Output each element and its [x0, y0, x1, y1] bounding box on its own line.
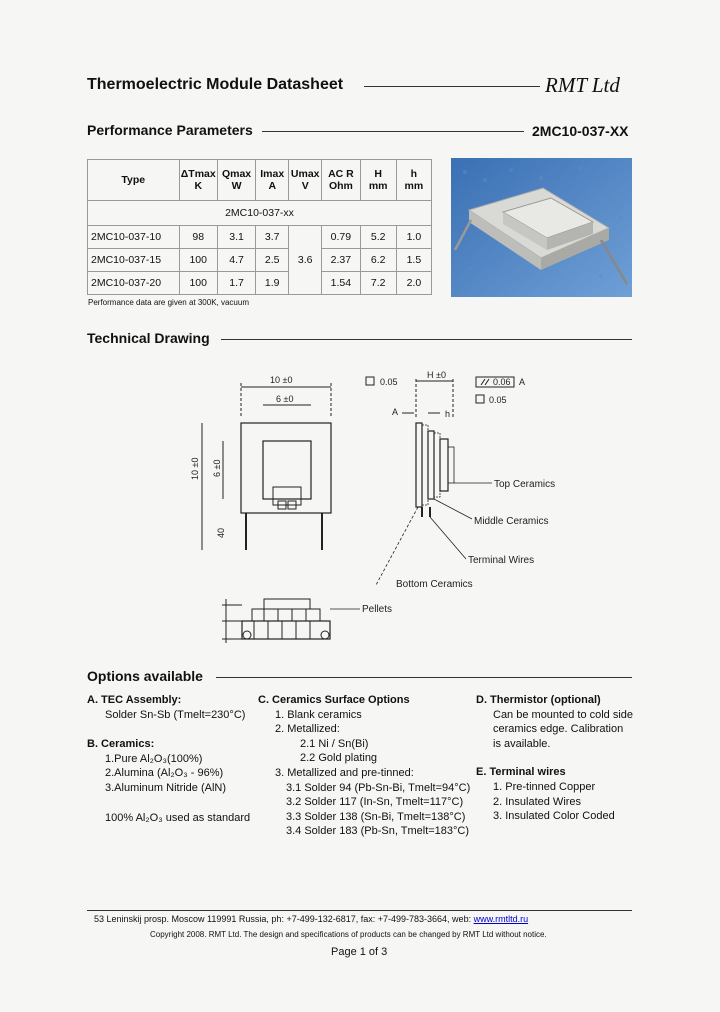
flatness-text-1: 0.05 [380, 377, 398, 387]
dim-h-text: h [445, 409, 451, 419]
option-c-item: 2. Metallized: [275, 723, 340, 736]
option-b-item: 3.Aluminum Nitride (AlN) [105, 781, 227, 794]
bottom-view-top [264, 599, 310, 609]
cell-h: 1.0 [396, 226, 431, 249]
options-col-c [258, 693, 473, 839]
option-b-title: B. Ceramics: [87, 738, 155, 751]
footer-address: 53 Leninskij prosp. Moscow 119991 Russia, ph: +7-499-132-6817, fax: +7-499-783-3664, web: [94, 914, 474, 924]
label-bottom-ceramics: Bottom Ceramics [396, 579, 473, 590]
option-c-item: 2.2 Gold plating [300, 752, 378, 765]
header-rule [364, 86, 540, 87]
options-rule [216, 677, 632, 678]
product-photo [451, 158, 632, 297]
front-view-tab [273, 487, 301, 505]
col-h: h mm [396, 160, 431, 201]
label-terminal-wires: Terminal Wires [468, 555, 535, 566]
cell-type: 2MC10-037-15 [88, 249, 180, 272]
flatness-box-2 [476, 395, 484, 403]
cell-acr: 0.79 [322, 226, 360, 249]
document-title: Thermoelectric Module Datasheet [87, 76, 344, 93]
cell-H: 7.2 [360, 272, 396, 295]
col-type: Type [88, 160, 180, 201]
table-group-row [88, 201, 432, 226]
option-d-item: is available. [493, 737, 551, 750]
option-c-item: 3.1 Solder 94 (Pb-Sn-Bi, Tmelt=94°C) [286, 781, 471, 794]
table-header-row [88, 160, 432, 201]
cell-type: 2MC10-037-10 [88, 226, 180, 249]
option-c-item: 2.1 Ni / Sn(Bi) [300, 737, 369, 750]
option-d-title: D. Thermistor (optional) [476, 694, 601, 706]
footer-rule [87, 910, 632, 911]
option-e-title: E. Terminal wires [476, 766, 566, 779]
cell-q: 4.7 [217, 249, 255, 272]
option-e-item: 1. Pre-tinned Copper [493, 780, 596, 793]
option-b-item: 1.Pure Al₂O₃(100%) [105, 752, 203, 765]
option-d-item: ceramics edge. Calibration [493, 723, 624, 736]
group-label: 2MC10-037-xx [88, 201, 432, 226]
cell-i: 3.7 [256, 226, 289, 249]
cell-i: 1.9 [256, 272, 289, 295]
option-c-title: C. Ceramics Surface Options [258, 694, 410, 706]
option-b-item: 2.Alumina (Al₂O₃ - 96%) [105, 767, 224, 780]
datum-label: A [392, 407, 399, 417]
bottom-view-mid [252, 609, 320, 621]
model-number: 2MC10-037-XX [532, 123, 629, 139]
dim-inner-text: 6 ±0 [276, 394, 294, 404]
bottom-view-base [242, 621, 330, 639]
flatness-box-1 [366, 377, 374, 385]
drawing-rule [221, 339, 632, 340]
parallel-text: 0.06 [493, 377, 511, 387]
cell-acr: 2.37 [322, 249, 360, 272]
cell-q: 1.7 [217, 272, 255, 295]
options-col-ab [87, 693, 257, 825]
performance-note: Performance data are given at 300K, vacuum [88, 298, 249, 307]
option-b-note: 100% Al₂O₃ used as standard [105, 811, 251, 824]
options-heading: Options available [87, 668, 203, 684]
option-c-item: 1. Blank ceramics [275, 708, 362, 721]
option-a-item: Solder Sn-Sb (Tmelt=230°C) [105, 708, 246, 721]
cell-dt: 100 [179, 272, 217, 295]
cell-h: 2.0 [396, 272, 431, 295]
cell-dt: 100 [179, 249, 217, 272]
dim-height-text: 10 ±0 [190, 457, 200, 480]
cell-type: 2MC10-037-20 [88, 272, 180, 295]
performance-heading: Performance Parameters [87, 122, 253, 138]
table-row [88, 272, 432, 295]
middle-ceramic [428, 431, 434, 499]
cell-H: 6.2 [360, 249, 396, 272]
cell-umax: 3.6 [289, 226, 322, 295]
thermistor-block [448, 447, 454, 483]
footer-address-line [94, 914, 614, 924]
col-qmax: Qmax W [217, 160, 255, 201]
option-e-item: 3. Insulated Color Coded [493, 810, 615, 823]
option-c-item: 3.2 Solder 117 (In-Sn, Tmelt=117°C) [286, 796, 464, 809]
footer-copyright: Copyright 2008. RMT Ltd. The design and specifications of products can be changed by RMT Ltd without notice. [150, 930, 547, 939]
table-row [88, 226, 432, 249]
top-ceramic [440, 439, 448, 491]
col-umax: Umax V [289, 160, 322, 201]
col-dtmax: ΔTmax K [179, 160, 217, 201]
col-acr: AC R Ohm [322, 160, 360, 201]
cell-i: 2.5 [256, 249, 289, 272]
dim-width-text: 10 ±0 [270, 375, 293, 385]
performance-rule [262, 131, 524, 132]
bottom-ceramic [416, 423, 422, 507]
option-c-item: 3.3 Solder 138 (Sn-Bi, Tmelt=138°C) [286, 810, 466, 823]
options-col-de [476, 693, 636, 824]
table-row [88, 249, 432, 272]
label-pellets: Pellets [362, 604, 393, 615]
front-view-inner [263, 441, 311, 499]
page-number: Page 1 of 3 [331, 946, 388, 958]
brand-logo: RMT Ltd [545, 73, 620, 97]
dim-lead-text: 40 [216, 527, 226, 538]
cell-acr: 1.54 [322, 272, 360, 295]
cell-h: 1.5 [396, 249, 431, 272]
cell-dt: 98 [179, 226, 217, 249]
cell-q: 3.1 [217, 226, 255, 249]
performance-table [87, 159, 432, 295]
cell-H: 5.2 [360, 226, 396, 249]
option-d-item: Can be mounted to cold side [493, 708, 634, 721]
option-e-item: 2. Insulated Wires [493, 795, 582, 808]
drawing-heading: Technical Drawing [87, 330, 210, 346]
technical-drawing [180, 365, 600, 650]
option-c-item: 3.4 Solder 183 (Pb-Sn, Tmelt=183°C) [286, 825, 470, 838]
label-middle-ceramics: Middle Ceramics [474, 516, 549, 527]
option-a-title: A. TEC Assembly: [87, 694, 182, 706]
flatness-text-2: 0.05 [489, 395, 507, 405]
footer-web-link[interactable]: www.rmtltd.ru [473, 914, 529, 924]
label-top-ceramics: Top Ceramics [494, 479, 556, 490]
col-imax: Imax A [256, 160, 289, 201]
option-c-item: 3. Metallized and pre-tinned: [275, 766, 414, 779]
col-H: H mm [360, 160, 396, 201]
dim-H-text: H ±0 [427, 370, 446, 380]
parallel-datum: A [519, 377, 526, 387]
dim-inner-h-text: 6 ±0 [212, 459, 222, 477]
